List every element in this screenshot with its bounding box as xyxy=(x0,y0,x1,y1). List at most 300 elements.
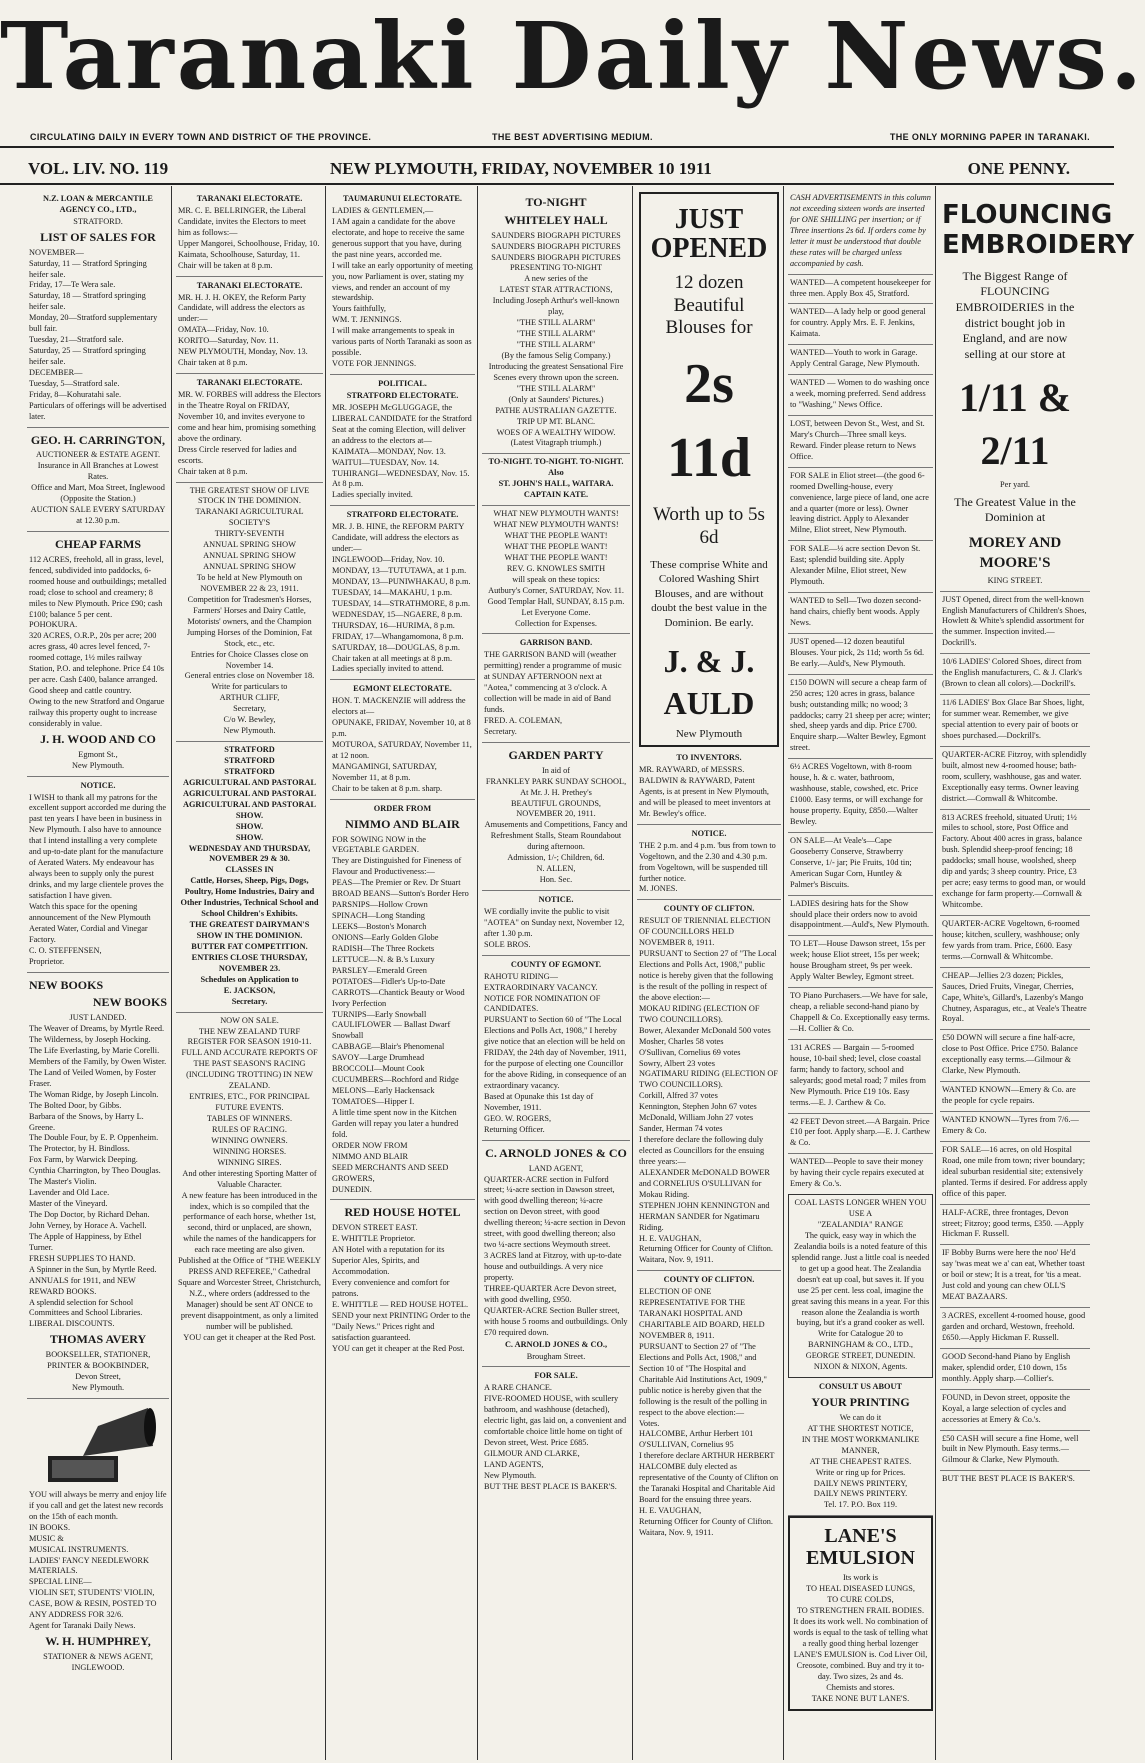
ad-heading: NOTICE. xyxy=(80,780,116,790)
text-line: RESULT OF TRIENNIAL ELECTION OF COUNCILLORS HELD NOVEMBER 8, 1911. xyxy=(639,916,771,948)
ad-heading: FLOUNCING EMBROIDERY xyxy=(942,200,1135,260)
notice-ad xyxy=(27,777,169,973)
ad-body xyxy=(332,403,473,501)
text-line: THREE-QUARTER Acre Devon street, with good dwelling, £950. xyxy=(484,1283,617,1304)
column-rule xyxy=(632,186,633,1760)
ad-address: Brougham Street. xyxy=(526,1351,586,1361)
text-line: "THE STILL ALARM" xyxy=(516,340,596,350)
ad-heading: NOTICE. xyxy=(691,828,727,838)
blouses-ad xyxy=(639,192,779,747)
text-line: Saturday, 18 — Stratford springing heifer sale. xyxy=(29,291,146,312)
text-line: Friday, 17—Te Wera sale. xyxy=(29,280,116,290)
text-line: THIRTY-SEVENTH xyxy=(214,529,285,539)
text-line: Waitara, Nov. 9, 1911. xyxy=(639,1255,714,1265)
classified-ad: FOR SALE—¼ acre section Devon St. East; splendid building site. Apply Alexander Milne, Eliot street, New Plymouth. xyxy=(788,541,933,593)
ad-heading: TARANAKI ELECTORATE. xyxy=(196,378,303,388)
text-line: BUTTER FAT COMPETITION. xyxy=(191,941,308,951)
garrison-band-ad xyxy=(482,634,630,742)
ad-address: KING STREET. xyxy=(987,575,1043,585)
ad-signature: W. H. HUMPHREY, xyxy=(45,1634,151,1649)
text-line: I WISH to thank all my patrons for the excellent support accorded me during the past ten years I have been in business in New Plymouth. I also have to announce that I intend installing a very complete and up-to-date plant for the manufacture of Aerated Waters. My endeavour has always been to supply only the purest drinks, and my large clientele proves the satisfaction I have given. xyxy=(29,792,167,900)
ad-heading: NEW BOOKS xyxy=(92,995,167,1010)
text-line: The Dop Doctor, by Richard Dehan. xyxy=(29,1210,150,1220)
classified-ads xyxy=(788,275,933,1195)
text-line: WINNING OWNERS. xyxy=(211,1135,288,1145)
ad-body xyxy=(484,972,628,1136)
text-line: PURSUANT to Section 27 of "The Elections and Polls Act, 1908," and Section 10 of "The Hospital and Charitable Aid Institutions Act, 1909," public notice is hereby given that the following is the result of the polling in respect to the above election:— xyxy=(639,1341,767,1417)
text-line: "ZEALANDIA" RANGE xyxy=(817,1220,904,1229)
ad-signature: C. ARNOLD JONES & CO., xyxy=(504,1339,608,1349)
gramophone-icon xyxy=(38,1406,158,1486)
text-line: GEO. W. ROGERS, xyxy=(484,1113,552,1123)
ad-body: These comprise White and Colored Washing Shirt Blouses, and are without doubt the best value in the Dominion. Be early. xyxy=(650,558,768,629)
classified-ad: HALF-ACRE, three frontages, Devon street; Fitzroy; good terms, £350. —Apply Hickman F. Russell. xyxy=(940,1205,1090,1246)
ad-subheading: JUST LANDED. xyxy=(69,1013,127,1023)
tagline-right: THE ONLY MORNING PAPER IN TARANAKI. xyxy=(889,132,1090,142)
text-line: "THE STILL ALARM" xyxy=(516,383,596,393)
text-line: Chemists and stores. xyxy=(826,1682,895,1692)
text-line: (Only at Saunders' Pictures.) xyxy=(508,394,604,404)
text-line: BROAD BEANS—Sutton's Border Hero xyxy=(332,889,469,899)
text-line: WAITUI—TUESDAY, Nov. 14. xyxy=(332,457,440,467)
lanes-emulsion-ad xyxy=(788,1516,933,1710)
text-line: Based at Opunake this 1st day of November, 1911. xyxy=(484,1091,594,1112)
text-line: Insurance in All Branches at Lowest Rates. xyxy=(37,461,159,482)
column-1 xyxy=(27,190,169,1758)
text-line: 320 ACRES, O.R.P., 20s per acre; 200 acres grass, 40 acres level fenced, 7-roomed cottage, 1½ miles railway Station, P.O. and telephone. Price £4 10s per acre. Cash £400, balance arranged. Good sheep and cattle country. xyxy=(29,631,165,696)
text-line: LIBERAL DISCOUNTS. xyxy=(29,1319,115,1329)
ad-heading: EGMONT ELECTORATE. xyxy=(353,684,452,694)
text-line: I therefore declare ARTHUR HERBERT HALCOMBE duly elected as representative of the County of Clifton on the Taranaki Hospital and Charitable Aid Board for the ensuing three years. xyxy=(639,1451,779,1505)
text-line: The Weaver of Dreams, by Myrtle Reed. xyxy=(29,1024,165,1034)
text-line: Competition for Tradesmen's Horses, Farmers' Horses and Dairy Cattle, Motorists' owners, and the Champion Jumping Horses of the Dominion, Fat Stock, etc., etc. xyxy=(186,594,313,648)
text-line: Secretary. xyxy=(231,996,268,1006)
classified-ad: FOUND, in Devon street, opposite the Koyal, a large selection of cycles and accessories at Emery & Co.'s. xyxy=(940,1390,1090,1431)
classified-ad: 42 FEET Devon street.—A Bargain. Price £10 per foot. Apply sharp.—E. J. Carthew & Co. xyxy=(788,1114,933,1155)
text-line: New Plymouth. xyxy=(484,1470,537,1480)
classified-ad: LOST, between Devon St., West, and St. Mary's Church—Three small keys. Reward. Finder please return to News Office. xyxy=(788,416,933,468)
ad-subheading: LIST OF SALES FOR xyxy=(40,229,156,244)
text-line: SAUNDERS BIOGRAPH PICTURES xyxy=(491,252,621,262)
ad-body xyxy=(29,1024,167,1330)
text-line: RULES OF RACING. xyxy=(212,1124,287,1134)
bus-notice xyxy=(637,825,781,901)
cash-ads-notice xyxy=(788,190,933,275)
text-line: O'Sullivan, Cornelius 69 votes xyxy=(639,1047,741,1057)
text-line: WOES OF A WEALTHY WIDOW. xyxy=(496,427,616,437)
text-line: Secretary, xyxy=(233,704,266,714)
clifton-hospital-notice xyxy=(637,1271,781,1543)
text-line: IN BOOKS. xyxy=(29,1522,71,1532)
text-line: THE 2 p.m. and 4 p.m. 'bus from town to Vogeltown, and the 2.30 and 4.30 p.m. from Vogeltown, will be suspended till further notice. xyxy=(639,840,776,883)
text-line: QUARTER-ACRE section in Fulford street; ¼-acre section in Dawson street, with good dwelling thereon; ¼-acre section on Devon street, with good dwelling thereon; ¼-acre section in Devon street, with good dwelling thereon; also two ¼-acre sections Weymouth street. xyxy=(484,1174,626,1250)
text-line: Upper Mangorei, Schoolhouse, Friday, 10. xyxy=(178,238,320,248)
ad-body xyxy=(484,231,628,450)
ad-heading: JUST OPENED xyxy=(650,204,768,265)
text-line: MANGAMINGI, SATURDAY, November 11, at 8 p.m. xyxy=(332,761,437,782)
classified-ad: WANTED to Sell—Two dozen second-hand chairs, chiefly bent woods. Apply News. xyxy=(788,593,933,634)
column-rule xyxy=(325,186,326,1760)
text-line: MR. JOSEPH McGLUGGAGE, the LIBERAL CANDIDATE for the Stratford Seat at the coming Election, will deliver an address to the electors at— xyxy=(332,402,472,445)
text-line: SAUNDERS BIOGRAPH PICTURES xyxy=(491,241,621,251)
text-line: Egmont St., xyxy=(78,749,118,759)
text-line: Office and Mart, Moa Street, Inglewood xyxy=(31,483,165,493)
ad-body xyxy=(332,696,473,794)
text-line: FIVE-ROOMED HOUSE, with scullery bathroom, and washhouse (detached), electric light, gas laid on, a convenient and comfortable choice little home on tight of Devon street, West. Price £685. xyxy=(484,1394,627,1448)
classified-ads xyxy=(940,592,1090,1490)
text-line: YOU can get it cheaper at the Red Post. xyxy=(332,1343,465,1353)
text-line: GEORGE STREET, DUNEDIN. xyxy=(805,1351,916,1361)
text-line: Write for particulars to xyxy=(211,682,288,692)
ad-subheading: YOUR PRINTING xyxy=(811,1395,910,1410)
text-line: AGRICULTURAL AND PASTORAL xyxy=(182,788,317,798)
ad-worth: Worth up to 5s 6d xyxy=(653,503,765,548)
issue-rule xyxy=(0,183,1114,185)
text-line: SHOW. xyxy=(235,810,264,820)
ad-heading: NEW BOOKS xyxy=(29,977,104,992)
ad-heading: LANE'S EMULSION xyxy=(806,1525,915,1570)
text-line: 3 ACRES land at Fitzroy, with up-to-date house and outbuildings. A very nice property. xyxy=(484,1251,622,1282)
ad-body xyxy=(29,1490,167,1632)
text-line: YOU will always be merry and enjoy life if you call and get the latest new records on the 15th of each month. xyxy=(29,1489,167,1521)
text-line: TRIP UP MT. BLANC. xyxy=(516,416,596,426)
text-line: Votes. xyxy=(639,1418,660,1428)
text-line: And other interesting Sporting Matter of Valuable Character. xyxy=(182,1168,317,1189)
classified-ad: 813 ACRES freehold, situated Uruti; 1½ miles to school, store, Post Office and Factory. About 400 acres in grass, balance bush. Splendid sheep-proof fencing; 18 paddocks; small house, woolshed, sheep dip and yards; 3 sheep country. Price, £3 per acre; easy terms to good man, or would exchange for farm property.—Cornwall & Whitcombe. xyxy=(940,810,1090,916)
classified-ad: IF Bobby Burns were here the noo' He'd say 'twas meat we a' can eat, Whether toast or boil or stew; It is a treat, for 'tis a meat. Just cold and young can chew OLL'S MEAT BAZAARS. xyxy=(940,1245,1090,1308)
forbes-ad xyxy=(176,374,323,482)
text-line: Returning Officer for County of Clifton. xyxy=(639,1516,773,1526)
carrington-ad xyxy=(27,428,169,532)
ad-heading: COUNTY OF CLIFTON. xyxy=(663,1275,755,1285)
text-line: Tuesday, 21—Stratford sale. xyxy=(29,335,124,345)
text-line: E. WHITTLE — RED HOUSE HOTEL. xyxy=(332,1299,469,1309)
ad-signature: J. & J. AULD xyxy=(663,643,755,722)
text-line: PATHE AUSTRALIAN GAZETTE. xyxy=(495,405,617,415)
column-4 xyxy=(482,190,630,1758)
text-line: LATEST STAR ATTRACTIONS, xyxy=(499,285,613,295)
text-line: BEAUTIFUL GROUNDS, xyxy=(510,798,602,808)
text-line: The Double Four, by E. P. Oppenheim. xyxy=(29,1133,159,1143)
text-line: Devon Street, xyxy=(75,1372,121,1382)
column-rule xyxy=(783,186,784,1760)
text-line: PARSNIPS—Hollow Crown xyxy=(332,900,428,910)
text-line: Chair taken at 8 p.m. xyxy=(178,358,248,368)
ad-body xyxy=(178,486,321,738)
ad-heading: STRATFORD ELECTORATE. xyxy=(346,510,459,520)
text-line: WHAT THE PEOPLE WANT! xyxy=(504,531,608,541)
ad-heading: NOTICE. xyxy=(538,895,574,905)
ad-heading: TO-NIGHT xyxy=(525,195,587,209)
text-line: I will take an early opportunity of meeting you, now Parliament is over, stating my views, and render an account of my stewardship. xyxy=(332,260,473,303)
text-line: Dress Circle reserved for ladies and escorts. xyxy=(178,444,297,465)
classified-ad: WANTED KNOWN—Tyres from 7/6.—Emery & Co. xyxy=(940,1112,1090,1142)
classified-ad: LADIES desiring hats for the Show should place their orders now to avoid disappointment.—Auld's, New Plymouth. xyxy=(788,896,933,937)
ad-body xyxy=(178,390,321,478)
garden-party-ad xyxy=(482,743,630,891)
text-line: OPUNAKE, FRIDAY, November 10, at 8 p.m. xyxy=(332,718,471,739)
text-line: SAUNDERS BIOGRAPH PICTURES xyxy=(491,230,621,240)
ad-heading: TARANAKI ELECTORATE. xyxy=(196,280,303,290)
farms-ad xyxy=(27,532,169,777)
text-line: The quick, easy way in which the Zealandia boils is a noted feature of this splendid range. Just a little coal is needed to get up a good heat. The Zealandia doesn't eat up coal, but saves it. If you use 25 per cent. less coal, imagine the great saving this means in a year. For this reason alone the Zealandia is worth buying, but it's a grand cooker as well. xyxy=(791,1230,930,1328)
text-line: CAPTAIN KATE. xyxy=(523,490,589,500)
ad-address xyxy=(29,1350,167,1394)
text-line: Its work is xyxy=(842,1573,879,1583)
ad-address xyxy=(29,750,167,772)
text-line: NGATIMARU RIDING (ELECTION OF TWO COUNCILLORS). xyxy=(639,1069,778,1090)
text-line: VIOLIN SET, STUDENTS' VIOLIN, CASE, BOW & RESIN, POSTED TO ANY ADDRESS FOR 32/6. xyxy=(29,1588,157,1620)
ad-body xyxy=(332,522,473,675)
text-line: MR. H. J. H. OKEY, the Reform Party Candidate, will address the electors as under:— xyxy=(178,292,306,324)
classified-ad: £50 DOWN will secure a fine half-acre, close to Post Office. Price £750. Balance exceptionally easy terms.—Gilmour & Clarke, New Plymouth. xyxy=(940,1030,1090,1082)
text-line: VOTE FOR JENNINGS. xyxy=(332,359,417,369)
ad-heading: ORDER FROM xyxy=(373,803,432,813)
text-line: AGRICULTURAL AND PASTORAL xyxy=(182,777,317,787)
text-line: A little time spent now in the Kitchen Garden will repay you later a hundred fold. xyxy=(332,1107,459,1139)
text-line: E. JACKSON, xyxy=(223,985,276,995)
text-line: STRATFORD xyxy=(224,756,275,765)
ad-body xyxy=(790,193,931,270)
text-line: Agent for Taranaki Daily News. xyxy=(29,1621,136,1631)
text-line: TURNIPS—Early Snowball xyxy=(332,1009,427,1019)
text-line: CASH ADVERTISEMENTS in this column not exceeding sixteen words are inserted for ONE SHILLING per insertion; or if Three insertions 2s 6d. If orders come by letter it must be understood that double these rates will be charged unless accompanied by cash. xyxy=(790,193,931,268)
text-line: Friday, 8—Kohuratahi sale. xyxy=(29,389,122,399)
classified-ad: QUARTER-ACRE Fitzroy, with splendidly built, almost new 4-roomed house; bath-room, scullery, washhouse, gas and water. Exceptionally easy terms. Owner leaving district.—Cornwall & Whitcombe. xyxy=(940,747,1090,810)
text-line: The Apple of Happiness, by Ethel Turner. xyxy=(29,1231,142,1252)
red-house-hotel-ad xyxy=(330,1200,475,1358)
clifton-election-notice xyxy=(637,900,781,1271)
classified-ad: FOR SALE in Eliot street—(the good 6-roomed Dwelling-house, every convenience, large piece of land, one acre and a quarter (more or less). Owner leaving district. Apply to Alexander Milne, Eliot street, New Plymouth. xyxy=(788,468,933,542)
text-line: TO HEAL DISEASED LUNGS, xyxy=(806,1584,915,1594)
text-line: MR. J. B. HINE, the REFORM PARTY Candidate, will address the electors as under:— xyxy=(332,522,465,554)
text-line: MELONS—Early Hackensack xyxy=(332,1086,435,1096)
issue-volume: VOL. LIV. NO. 119 xyxy=(28,159,169,178)
classified-ad: 11/6 LADIES' Box Glace Bar Shoes, light, for summer wear. Remember, we give special attention to every pair of boots or shoes purchased.—Dockrill's. xyxy=(940,695,1090,747)
ad-heading: TAUMARUNUI ELECTORATE. xyxy=(343,194,462,203)
text-line: SPECIAL LINE— xyxy=(29,1577,92,1587)
column-6 xyxy=(788,190,933,1758)
text-line: PARSLEY—Emerald Green xyxy=(332,965,427,975)
ad-heading: N.Z. LOAN & MERCANTILE AGENCY CO., LTD., xyxy=(43,194,153,214)
text-line: WINNING SIRES. xyxy=(217,1157,282,1167)
text-line: Kennington, Stephen John 67 votes xyxy=(639,1102,757,1112)
ad-heading: CHEAP FARMS xyxy=(54,537,142,552)
column-rule xyxy=(935,186,936,1760)
text-line: Chair taken at 8 p.m. xyxy=(178,466,248,476)
text-line: MUSICAL INSTRUMENTS. xyxy=(29,1544,129,1554)
text-line: WE cordially invite the public to visit "AOTEA" on Sunday next, November 12, after 1.30 p.m. xyxy=(484,906,625,938)
ad-heading: GEO. H. CARRINGTON, xyxy=(30,432,166,447)
text-line: Let Everyone Come. xyxy=(521,607,591,617)
text-line: ANNUALS for 1911, and NEW REWARD BOOKS. xyxy=(29,1275,136,1296)
text-line: DUNEDIN. xyxy=(332,1184,372,1194)
text-line: Every convenience and comfort for patrons. xyxy=(332,1277,450,1298)
ad-price: 1/11 & 2/11 xyxy=(958,375,1072,474)
ad-address: New Plymouth xyxy=(675,727,743,740)
turf-register-ad xyxy=(176,1013,323,1348)
text-line: Cattle, Horses, Sheep, Pigs, Dogs, Poultry, Home Industries, Dairy and Other Industries, Technical School and School Children's Exhibits. xyxy=(180,876,319,919)
text-line: TUESDAY, 14—MAKAHU, 1 p.m. xyxy=(332,587,453,597)
whiteley-hall-ad xyxy=(482,190,630,454)
tagline-left: CIRCULATING DAILY IN EVERY TOWN AND DISTRICT OF THE PROVINCE. xyxy=(30,132,372,142)
text-line: ONIONS—Early Golden Globe xyxy=(332,932,439,942)
text-line: SHOW. xyxy=(235,832,264,842)
text-line: ORDER NOW FROM xyxy=(332,1140,408,1150)
text-line: General entries close on November 18. xyxy=(184,671,315,681)
text-line: INGLEWOOD—Friday, Nov. 10. xyxy=(332,555,445,565)
issue-price: ONE PENNY. xyxy=(967,159,1070,178)
column-rule xyxy=(171,186,172,1760)
text-line: MUSIC & xyxy=(29,1533,64,1543)
text-line: AGRICULTURAL AND PASTORAL xyxy=(182,799,317,809)
ad-heading: TO INVENTORS. xyxy=(676,753,742,763)
ad-address: STATIONER & NEWS AGENT, INGLEWOOD. xyxy=(43,1651,153,1672)
text-line: A new feature has been introduced in the index, which is so compiled that the performance of each horse, whether 1st, second, third or unplaced, are shown, while the names of the handicappers for each race meeting are also given. xyxy=(181,1190,318,1255)
text-line: WHAT NEW PLYMOUTH WANTS! xyxy=(493,509,619,519)
text-line: Lavender and Old Lace. xyxy=(29,1188,110,1198)
ad-body xyxy=(29,248,167,423)
text-line: Amusements and Competitions, Fancy and Refreshment Stalls, Steam Roundabout during afternoon. xyxy=(484,820,628,852)
text-line: POHOKURA. xyxy=(29,620,78,630)
text-line: TO STRENGTHEN FRAIL BODIES. xyxy=(796,1606,925,1616)
text-line: CUCUMBERS—Rochford and Ridge xyxy=(332,1075,459,1085)
text-line: ANNUAL SPRING SHOW xyxy=(203,562,296,572)
text-line: The Land of Veiled Women, by Foster Fraser. xyxy=(29,1067,156,1088)
ad-body xyxy=(484,509,628,629)
text-line: SATURDAY, 18—DOUGLAS, 8 p.m. xyxy=(332,642,460,652)
text-line: Yours faithfully, xyxy=(332,304,386,314)
flouncing-ad xyxy=(940,190,1135,592)
text-line: At Mr. J. H. Prethey's xyxy=(520,787,592,797)
ad-subheading: WHITELEY HALL xyxy=(504,212,608,227)
masthead-rule xyxy=(0,146,1114,148)
text-line: SHOW. xyxy=(235,821,264,831)
column-3 xyxy=(330,190,475,1758)
text-line: SEND your next PRINTING Order to the "Daily News." Prices right and satisfaction guaranteed. xyxy=(332,1310,471,1342)
text-line: THE GREATEST SHOW OF LIVE STOCK IN THE DOMINION. xyxy=(189,485,310,506)
text-line: LEEKS—Boston's Monarch xyxy=(332,922,427,932)
text-line: FRIDAY, 17—Whangamomona, 8 p.m. xyxy=(332,631,464,641)
text-line: They are Distinguished for Fineness of Flavour and Productiveness:— xyxy=(332,856,462,877)
text-line: Barbara of the Snows, by Harry L. Greene. xyxy=(29,1111,144,1132)
text-line: DEVON STREET EAST. xyxy=(332,1223,418,1233)
aotea-notice xyxy=(482,891,630,956)
text-line: MONDAY, 13—PUNIWHAKAU, 8 p.m. xyxy=(332,576,471,586)
ad-body xyxy=(791,1198,930,1373)
text-line: Saturday, 25 — Stratford springing heifer sale. xyxy=(29,346,146,367)
text-line: CABBAGE—Blair's Phenomenal xyxy=(332,1042,445,1052)
text-line: H. E. VAUGHAN, xyxy=(639,1506,702,1516)
st-johns-hall-ad xyxy=(482,454,630,506)
ad-body xyxy=(29,793,167,968)
text-line: It does its work well. No combination of words is equal to the task of telling what a really good thing herbal lozenger LANE'S EMULSION is. Cod Liver Oil, Creosote, combined. Buy and try it to-day. Two sizes, 2s and 4s. xyxy=(793,1617,928,1681)
text-line: To be held at New Plymouth on xyxy=(196,573,303,582)
text-line: PURSUANT to Section 27 of "The Local Elections and Polls Act, 1908," public notice is hereby given that the following is the result of the polling in respect of the above election:— xyxy=(639,949,777,1002)
text-line: C/o W. Bewley, xyxy=(223,715,276,725)
text-line: HALCOMBE, Arthur Herbert 101 xyxy=(639,1429,754,1439)
ad-heading: RED HOUSE HOTEL xyxy=(344,1205,461,1220)
text-line: AT THE CHEAPEST RATES. xyxy=(809,1456,912,1466)
humphrey-ad xyxy=(27,1399,169,1678)
text-line: GILMOUR AND CLARKE, xyxy=(484,1449,580,1458)
text-line: (Opposite the Station.) xyxy=(60,494,136,504)
text-line: (Latest Vitagraph triumph.) xyxy=(510,438,602,448)
text-line: THURSDAY, 16—HURIMA, 8 p.m. xyxy=(332,620,455,630)
column-rule xyxy=(477,186,478,1760)
text-line: E. WHITTLE Proprietor. xyxy=(332,1234,416,1244)
text-line: KAIMATA—MONDAY, Nov. 13. xyxy=(332,446,446,456)
text-line: Write for Catalogue 20 to xyxy=(818,1329,903,1339)
text-line: MR. W. FORBES will address the Electors in the Theatre Royal on FRIDAY, November 10, and invites everyone to come and hear him, promising something above the ordinary. xyxy=(178,390,321,443)
text-line: NOTICE FOR NOMINATION OF CANDIDATES. xyxy=(484,993,601,1014)
text-line: New Plymouth. xyxy=(71,1382,125,1392)
classified-ad: 10/6 LADIES' Colored Shoes, direct from the English manufacturers, C. & J. Clark's (Brown to clean all colors).—Dockrill's. xyxy=(940,654,1090,695)
text-line: OMATA—Friday, Nov. 10. xyxy=(178,325,269,335)
ad-subheading: NIMMO AND BLAIR xyxy=(345,816,460,831)
classified-ad: £50 CASH will secure a fine Home, well built in New Plymouth. Easy terms.—Gilmour & Clarke, New Plymouth. xyxy=(940,1431,1090,1472)
ad-heading: TARANAKI ELECTORATE. xyxy=(196,194,303,203)
ad-subheading: STRATFORD ELECTORATE. xyxy=(346,390,459,400)
ad-body xyxy=(29,555,167,730)
text-line: WHAT THE PEOPLE WANT! xyxy=(504,552,608,562)
text-line: NIMMO AND BLAIR xyxy=(332,1151,409,1161)
text-line: Bower, Alexander McDonald 500 votes xyxy=(639,1025,771,1035)
text-line: NOVEMBER 20, 1911. xyxy=(516,809,596,819)
classified-ad: WANTED—A lady help or good general for country. Apply Mrs. E. F. Jenkins, Kaimata. xyxy=(788,304,933,345)
classified-ad: JUST Opened, direct from the well-known English Manufacturers of Children's Shoes, Howlett & White's splendid assortment for the summer. Inspection invited.—Dockrill's. xyxy=(940,592,1090,655)
stratford-show-ad xyxy=(176,742,323,1013)
issue-place-date: NEW PLYMOUTH, FRIDAY, NOVEMBER 10 1911 xyxy=(330,159,712,178)
classified-ad: JUST opened—12 dozen beautiful Blouses. Your pick, 2s 11d; worth 5s 6d. Be early.—Auld's, New Plymouth. xyxy=(788,634,933,675)
text-line: Chair to be taken at 8 p.m. sharp. xyxy=(332,783,443,793)
newspaper-title: Taranaki Daily News. xyxy=(0,2,1145,110)
text-line: COAL LASTS LONGER WHEN YOU USE A xyxy=(794,1198,927,1219)
rahotu-notice xyxy=(482,956,630,1141)
ad-signature: J. H. WOOD AND CO xyxy=(40,731,156,746)
ad-body xyxy=(639,841,779,896)
text-line: I AM again a candidate for the above electorate, and hope to receive the same generous support that you have, during the past nine years, accorded me. xyxy=(332,216,465,259)
text-line: FRED. A. COLEMAN, xyxy=(484,716,563,726)
text-line: Proprietor. xyxy=(29,956,65,966)
text-line: Ladies specially invited to attend. xyxy=(332,664,444,674)
text-line: AUCTION SALE EVERY SATURDAY at 12.30 p.m. xyxy=(30,505,166,526)
text-line: LAND AGENTS, xyxy=(484,1459,544,1469)
text-line: PRESENTING TO-NIGHT xyxy=(509,263,603,273)
text-line: Members of the Family, by Owen Wister. xyxy=(29,1056,167,1066)
text-line: WM. T. JENNINGS. xyxy=(332,315,402,325)
text-line: ST. JOHN'S HALL, WAITARA. xyxy=(498,479,614,489)
text-line: 112 ACRES, freehold, all in grass, level, fenced, subdivided into paddocks, 6-roomed house and outbuildings; metalled road; close to school and creamery; 8 miles to New Plymouth. Price £90; cash £100; balance 5 per cent. xyxy=(29,554,167,619)
mcgluggage-ad xyxy=(330,375,475,506)
ad-body xyxy=(792,1573,929,1704)
ad-heading: GARDEN PARTY xyxy=(508,747,604,762)
ad-body xyxy=(332,206,473,370)
text-line: A Spinner in the Sun, by Myrtle Reed. xyxy=(29,1264,157,1274)
text-line: M. JONES. xyxy=(639,884,678,894)
okey-ad xyxy=(176,277,323,375)
text-line: H. E. VAUGHAN, xyxy=(639,1233,702,1243)
mackenzie-ad xyxy=(330,680,475,799)
zealandia-range-ad xyxy=(788,1194,933,1378)
text-line: ARTHUR CLIFF, xyxy=(219,693,280,703)
text-line: REV. G. KNOWLES SMITH xyxy=(506,563,606,573)
column-2 xyxy=(176,190,323,1758)
masthead xyxy=(0,0,1145,142)
text-line: Cynthia Charrington, by Theo Douglas. xyxy=(29,1166,161,1176)
text-line: TO CURE COLDS, xyxy=(827,1595,894,1605)
text-line: WHAT NEW PLYMOUTH WANTS! xyxy=(493,520,619,530)
